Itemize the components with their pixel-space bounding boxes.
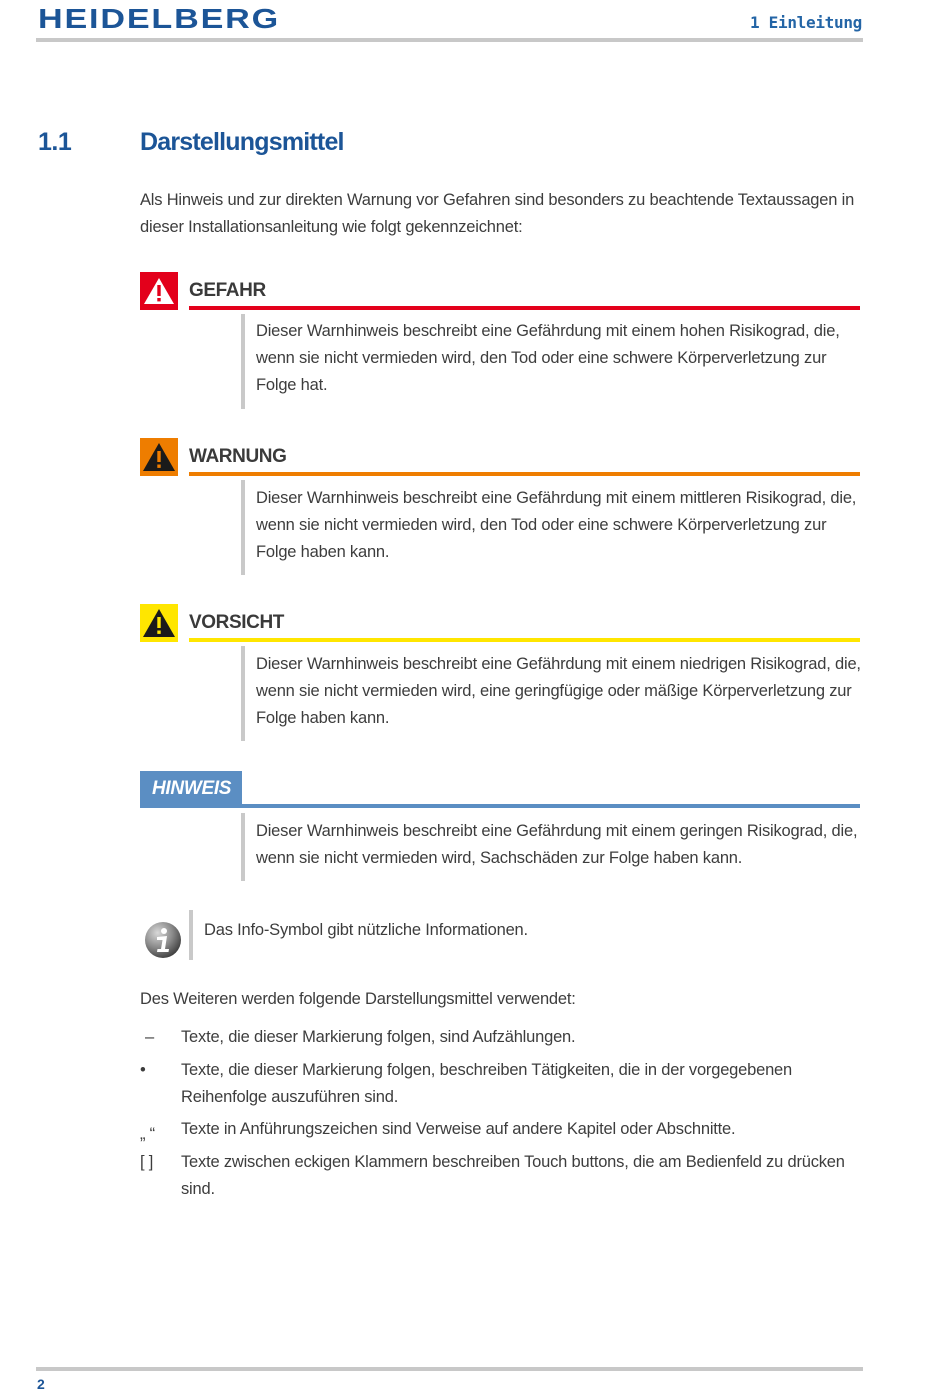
hazard-title: WARNUNG [189,446,287,467]
hazard-side-bar [241,314,245,409]
header-divider [36,38,863,42]
list-item: Texte zwischen eckigen Klammern beschreiben Touch buttons, die am Bedienfeld zu drücken sind. [181,1153,845,1198]
heidelberg-logo [38,3,282,33]
chapter-label: 1 Einleitung [750,13,862,32]
list-item: Texte, die dieser Markierung folgen, beschreiben Tätigkeiten, die in der vorgegebenen Reihenfolge auszuführen sind. [181,1061,793,1106]
hazard-text: Dieser Warnhinweis beschreibt eine Gefährdung mit einem niedrigen Risikograd, die, wenn sie nicht vermieden wird, eine geringfügige oder mäßige Körperverletzung zur Folge haben kann. [256,655,861,727]
hazard-text: Dieser Warnhinweis beschreibt eine Gefährdung mit einem hohen Risikograd, die, wenn sie nicht vermieden wird, den Tod oder eine schwere Körperverletzung zur Folge hat. [256,322,840,394]
hazard-title: VORSICHT [189,612,284,633]
hazard-rule [189,306,860,310]
hazard-side-bar [241,646,245,741]
list-marker-dash: – [145,1028,154,1046]
list-marker-brackets: [ ] [140,1153,154,1171]
hazard-text: Dieser Warnhinweis beschreibt eine Gefährdung mit einem mittleren Risikograd, die, wenn sie nicht vermieden wird, den Tod oder eine schwere Körperverletzung zur Folge haben kann. [256,489,857,561]
warning-triangle-icon [140,272,178,310]
notice-side-bar [241,813,245,881]
further-paragraph: Des Weiteren werden folgende Darstellungsmittel verwendet: [140,990,576,1008]
info-icon [143,920,183,960]
page-number: 2 [37,1376,45,1392]
list-marker-bullet: • [140,1061,146,1079]
list-marker-quotes: „ “ [140,1125,155,1143]
notice-title: HINWEIS [152,778,232,799]
notice-text: Dieser Warnhinweis beschreibt eine Gefährdung mit einem geringen Risikograd, die, wenn sie nicht vermieden wird, Sachschäden zur Folge haben kann. [256,822,858,867]
hazard-rule [189,638,860,642]
list-item: Texte, die dieser Markierung folgen, sind Aufzählungen. [181,1028,576,1046]
hazard-rule [189,472,860,476]
hazard-title: GEFAHR [189,280,266,301]
hazard-side-bar [241,480,245,575]
warning-triangle-icon [140,604,178,642]
footer-divider [36,1367,863,1371]
section-title: Darstellungsmittel [140,128,344,156]
info-side-bar [189,910,193,960]
intro-paragraph: Als Hinweis und zur direkten Warnung vor Gefahren sind besonders zu beachtende Textaussagen in dieser Installationsanleitung wie folgt gekennzeichnet: [140,191,855,236]
section-number: 1.1 [38,128,72,156]
list-item: Texte in Anführungszeichen sind Verweise auf andere Kapitel oder Abschnitte. [181,1120,736,1138]
logo-text: HEIDELBERG [38,3,280,33]
notice-rule [140,804,860,808]
info-text: Das Info-Symbol gibt nützliche Informationen. [204,921,528,939]
warning-triangle-icon [140,438,178,476]
